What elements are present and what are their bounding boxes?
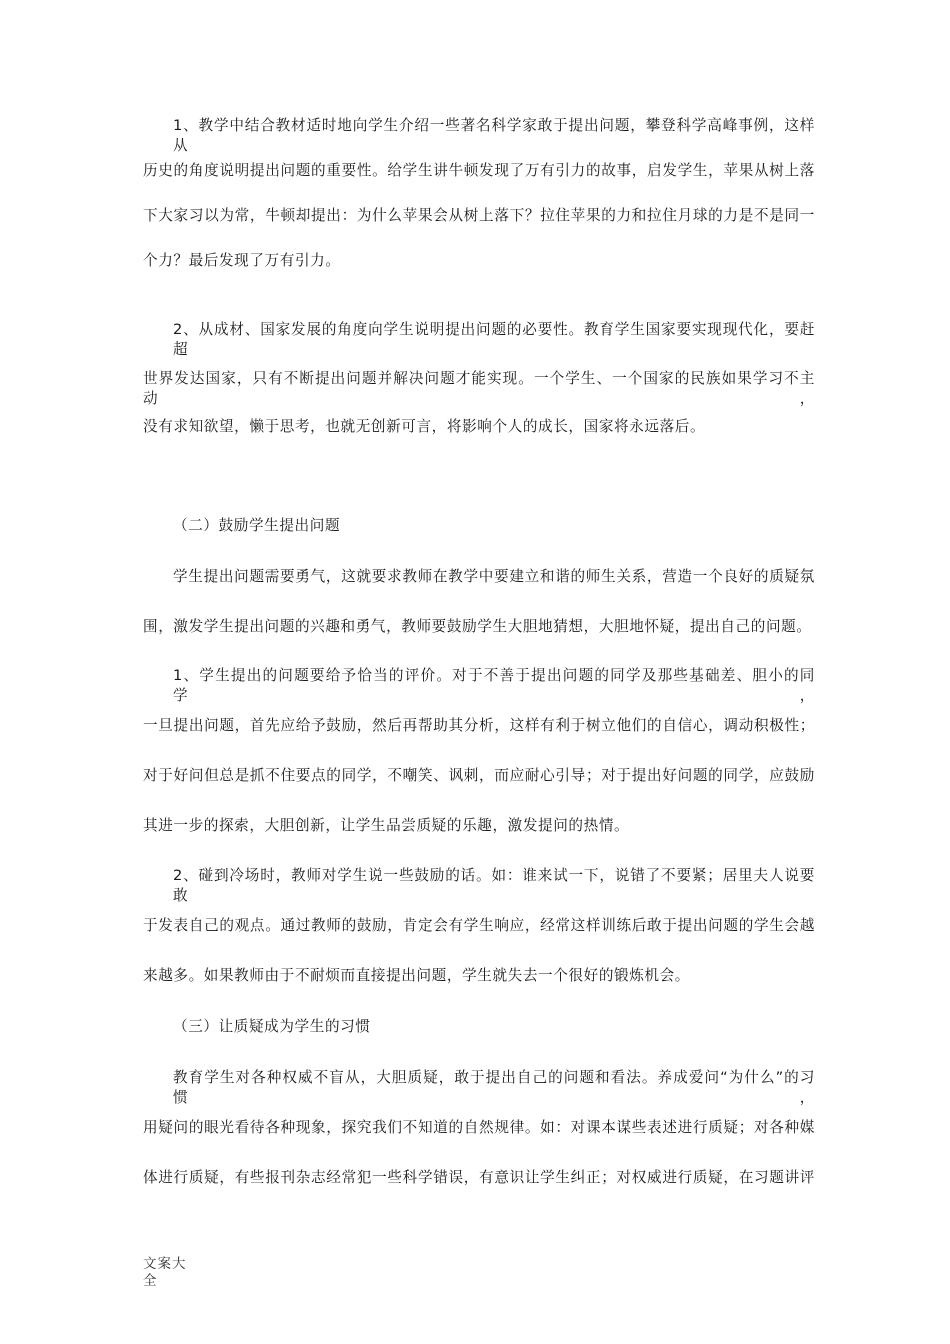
footer-line-1: 文案大 bbox=[143, 1256, 187, 1272]
paragraph-3-line-2: 围，激发学生提出问题的兴趣和勇气，教师要鼓励学生大胆地猜想，大胆地怀疑，提出自己的问题。 bbox=[143, 618, 812, 635]
paragraph-6-line-1: 教育学生对各种权威不盲从，大胆质疑，敢于提出自己的问题和看法。养成爱问“为什么”的习惯， bbox=[173, 1069, 815, 1106]
paragraph-1-line-4: 个力？最后发现了万有引力。 bbox=[143, 252, 341, 269]
paragraph-6-line-2: 用疑问的眼光看待各种现象，探究我们不知道的自然规律。如：对课本谋些表述进行质疑；对各种媒 bbox=[143, 1119, 815, 1136]
paragraph-2-line-3: 没有求知欲望，懒于思考，也就无创新可言，将影响个人的成长，国家将永远落后。 bbox=[143, 418, 706, 435]
paragraph-5-line-3: 来越多。如果教师由于不耐烦而直接提出问题，学生就失去一个很好的锻炼机会。 bbox=[143, 967, 690, 984]
paragraph-1-line-3: 下大家习以为常，牛顿却提出：为什么苹果会从树上落下？拉住苹果的力和拉住月球的力是不是同一 bbox=[143, 207, 815, 224]
paragraph-2-line-2: 世界发达国家，只有不断提出问题并解决问题才能实现。一个学生、一个国家的民族如果学习不主动， bbox=[143, 370, 815, 407]
paragraph-3-line-1: 学生提出问题需要勇气，这就要求教师在教学中要建立和谐的师生关系，营造一个良好的质疑氛 bbox=[173, 568, 815, 585]
section-heading-3: （三）让质疑成为学生的习惯 bbox=[173, 1018, 371, 1035]
paragraph-4-line-2: 一旦提出问题，首先应给予鼓励，然后再帮助其分析，这样有利于树立他们的自信心，调动积极性； bbox=[143, 717, 815, 734]
paragraph-4-line-4: 其进一步的探索，大胆创新，让学生品尝质疑的乐趣，激发提问的热情。 bbox=[143, 817, 630, 834]
paragraph-1-line-2: 历史的角度说明提出问题的重要性。给学生讲牛顿发现了万有引力的故事，启发学生，苹果从树上落 bbox=[143, 162, 815, 179]
footer-line-2: 全 bbox=[143, 1273, 158, 1289]
page-footer bbox=[143, 1256, 203, 1290]
paragraph-1-line-1: 1、教学中结合教材适时地向学生介绍一些著名科学家敢于提出问题，攀登科学高峰事例，这样从 bbox=[173, 117, 815, 154]
section-heading-2: （二）鼓励学生提出问题 bbox=[173, 517, 341, 534]
paragraph-5-line-2: 于发表自己的观点。通过教师的鼓励，肯定会有学生响应，经常这样训练后敢于提出问题的学生会越 bbox=[143, 917, 815, 934]
paragraph-6-line-3: 体进行质疑，有些报刊杂志经常犯一些科学错误，有意识让学生纠正；对权威进行质疑，在习题讲评 bbox=[143, 1169, 815, 1186]
paragraph-5-line-1: 2、碰到冷场时，教师对学生说一些鼓励的话。如：谁来试一下，说错了不要紧；居里夫人说要敢 bbox=[173, 867, 815, 904]
paragraph-4-line-3: 对于好问但总是抓不住要点的同学，不嘲笑、讽刺，而应耐心引导；对于提出好问题的同学，应鼓励 bbox=[143, 767, 815, 784]
paragraph-2-line-1: 2、从成材、国家发展的角度向学生说明提出问题的必要性。教育学生国家要实现现代化，要赶超 bbox=[173, 321, 815, 358]
paragraph-4-line-1: 1、学生提出的问题要给予恰当的评价。对于不善于提出问题的同学及那些基础差、胆小的同学， bbox=[173, 667, 815, 704]
